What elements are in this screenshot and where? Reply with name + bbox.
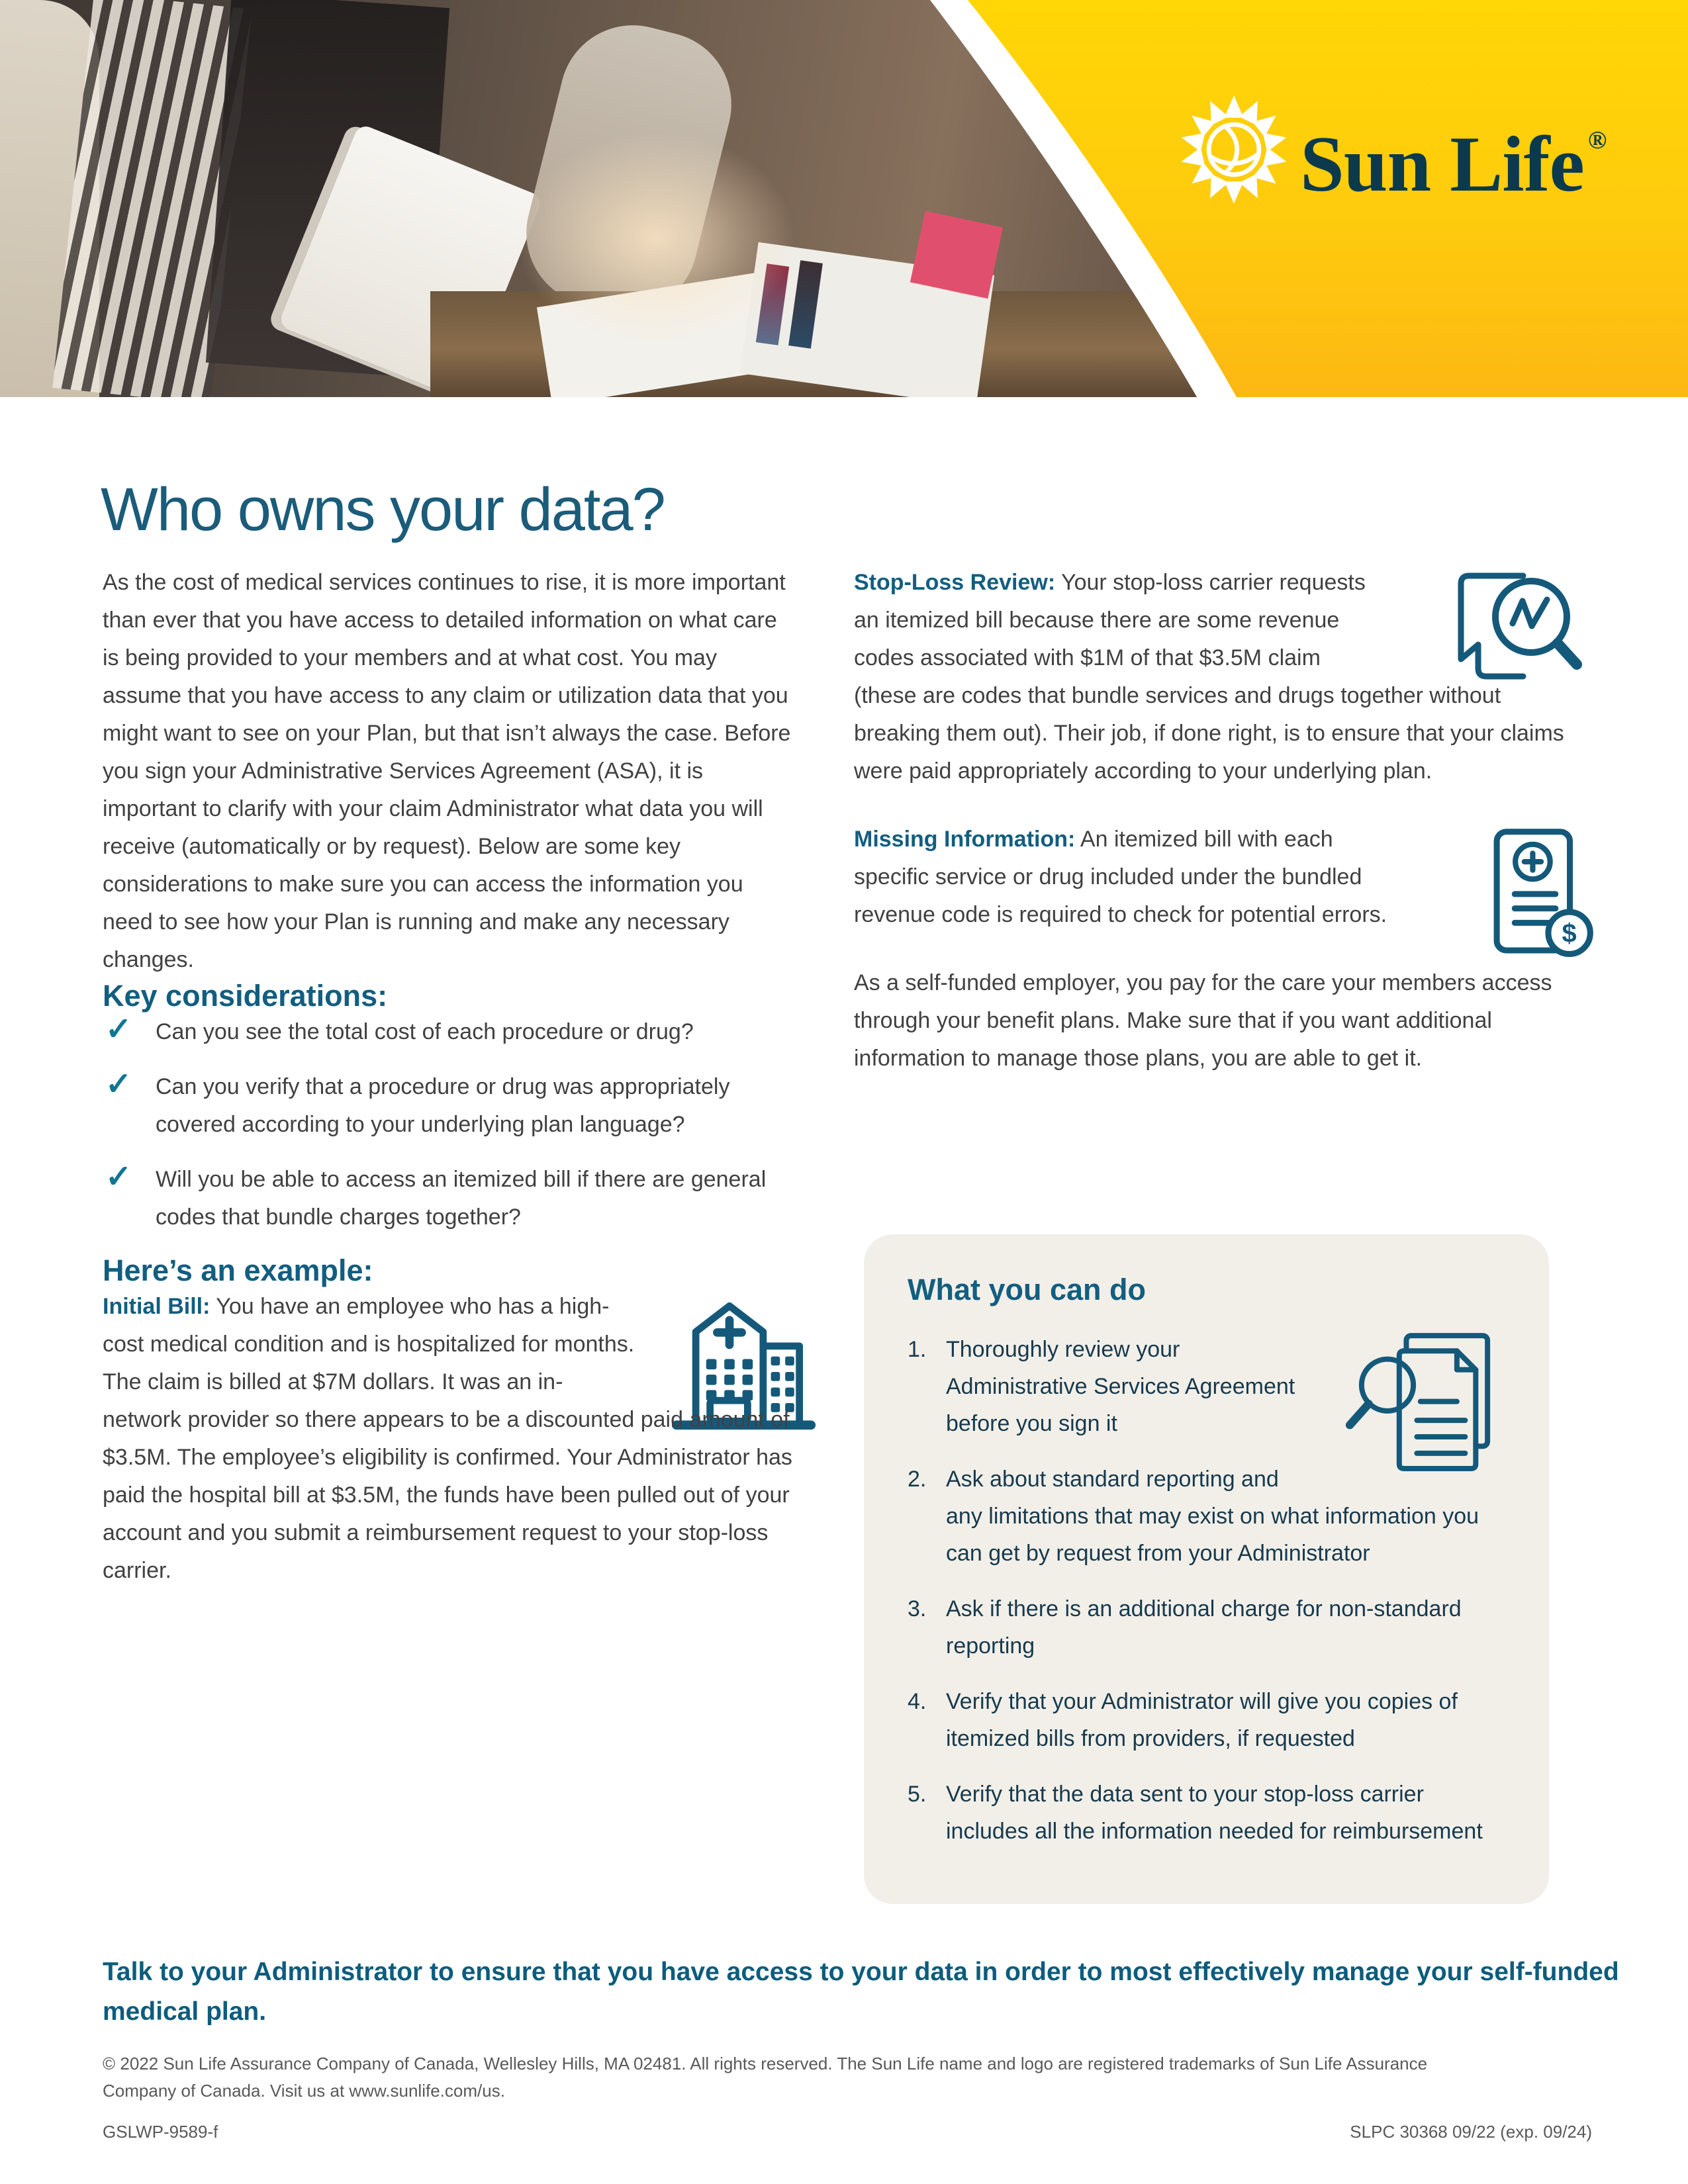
doc-code: SLPC 30368 09/22 (exp. 09/24) <box>1350 2122 1592 2142</box>
what-you-can-do-box <box>864 1234 1549 1904</box>
hero-banner <box>0 0 1688 397</box>
itemized-bill-dollar-icon <box>1397 821 1599 948</box>
form-code: GSLWP-9589-f <box>103 2122 218 2142</box>
photo-shape-sunlight <box>516 132 794 344</box>
action-item: Verify that your Administrator will give you copies of itemized bills from providers, if requested <box>946 1689 1458 1751</box>
stop-loss-label: Stop-Loss Review: <box>854 570 1056 595</box>
document-magnifier-chart-icon <box>1367 564 1599 672</box>
action-item: Thoroughly review your Administrative Services Agreement before you sign it <box>946 1337 1295 1436</box>
intro-paragraph: As the cost of medical services continues to rise, it is more important than ever that you have access to detailed information on what care is being provided to your members and at what cost. You may assume that you have access to any claim or utilization data that you might want to see on your Plan, but that isn’t always the case. Before you sign your Administrative Services Agreement (ASA), it is important to clarify with your claim Administrator what data you will receive (automatically or by request). Below are some key considerations to make sure you can access the information you need to see how your Plan is running and make any necessary changes. <box>103 570 791 972</box>
legal-text: © 2022 Sun Life Assurance Company of Canada, Wellesley Hills, MA 02481. All rights reserved. The Sun Life name and logo are registered trademarks of Sun Life Assurance Company of Canada. Visit us at www.sunlife.com/us. <box>103 2054 1428 2101</box>
actions-list <box>908 1331 1508 1850</box>
checkmark-icon: ✓ <box>105 1012 132 1047</box>
key-considerations-heading: Key considerations: <box>103 979 388 1013</box>
closing-statement: Talk to your Administrator to ensure that you have access to your data in order to most effectively manage your self-funded medical plan. <box>103 1958 1619 2026</box>
logo-wordmark: Sun Life <box>1300 120 1584 208</box>
checklist-item-text: Can you see the total cost of each procedure or drug? <box>156 1019 694 1044</box>
initial-bill-text: You have an employee who has a high-cost medical condition and is hospitalized for months. The claim is billed at $7M dollars. It was an in-network provider so there appears to be a discounted paid amount of $3.5M. The employee’s eligibility is confirmed. Your Administrator has paid the hospital bill at $3.5M, the funds have been pulled out of your account and you submit a reimbursement request to your stop-loss carrier. <box>103 1294 792 1583</box>
missing-information-paragraph <box>854 821 1592 948</box>
self-funded-paragraph: As a self-funded employer, you pay for the care your members access through your benefit plans. Make sure that if you want additional information to manage those plans, you are able to get it. <box>854 970 1552 1071</box>
checkmark-icon: ✓ <box>105 1067 132 1102</box>
checklist-item-text: Will you be able to access an itemized bill if there are general codes that bundle charges together? <box>156 1167 767 1230</box>
svg-text:$: $ <box>1562 919 1577 948</box>
checkmark-icon: ✓ <box>105 1160 132 1195</box>
checklist-item <box>103 1161 794 1236</box>
checklist-item <box>103 1068 794 1144</box>
what-you-can-do-heading: What you can do <box>908 1273 1146 1306</box>
initial-bill-paragraph <box>103 1288 794 1590</box>
page-title: Who owns your data? <box>101 476 665 543</box>
left-column <box>103 564 794 1590</box>
sun-globe-icon <box>1177 93 1291 206</box>
checklist-item-text: Can you verify that a procedure or drug was appropriately covered according to your underlying plan language? <box>156 1074 730 1137</box>
stop-loss-text: Your stop-loss carrier requests an itemized bill because there are some revenue codes associated with $1M of that $3.5M claim (these are codes that bundle services and drugs together without breaking them out). Their job, if done right, is to ensure that your claims were paid appropriately according to your underlying plan. <box>854 570 1564 784</box>
action-item: Ask if there is an additional charge for non-standard reporting <box>946 1596 1462 1659</box>
action-item: Verify that the data sent to your stop-loss carrier includes all the information needed for reimbursement <box>946 1782 1483 1844</box>
stop-loss-paragraph <box>854 564 1592 790</box>
document-codes-row <box>103 2122 1592 2142</box>
example-heading: Here’s an example: <box>103 1253 373 1287</box>
checklist-item <box>103 1013 794 1051</box>
right-column <box>854 564 1592 1108</box>
hospital-buildings-icon <box>639 1288 818 1397</box>
missing-information-label: Missing Information: <box>854 827 1076 852</box>
action-item: Ask about standard reporting and any limitations that may exist on what information you can get by request from your Administrator <box>946 1467 1479 1566</box>
sunlife-logo <box>1177 93 1607 206</box>
initial-bill-label: Initial Bill: <box>103 1294 211 1319</box>
key-considerations-list <box>103 1013 794 1236</box>
missing-information-text: An itemized bill with each specific service or drug included under the bundled revenue code is required to check for potential errors. <box>854 827 1387 927</box>
registered-trademark-symbol: ® <box>1587 126 1607 154</box>
